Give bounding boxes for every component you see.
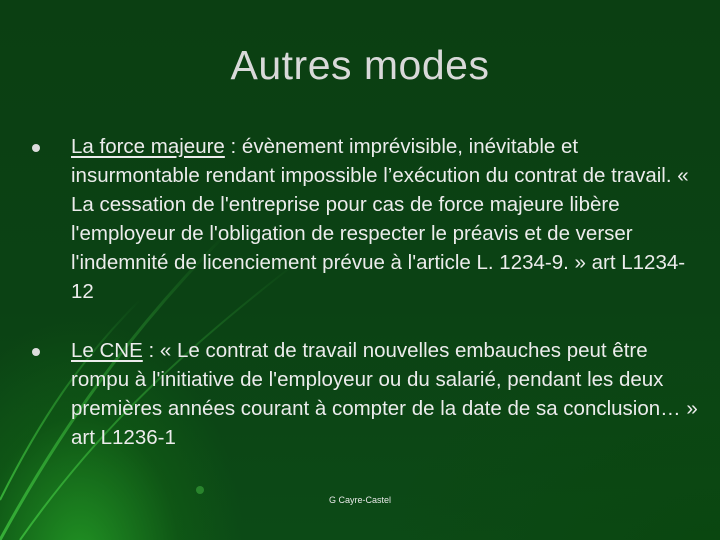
slide-title: Autres modes: [230, 42, 490, 88]
footer-author: G Cayre-Castel: [328, 495, 391, 505]
bullet-cne: [30, 336, 698, 452]
bullet-list: [30, 132, 698, 482]
bullet-text: : « Le contrat de travail nouvelles embauches peut être rompu à l'initiative de l'employeur ou du salarié, pendant les deux premières années courant à compter de la date de sa conclusion… » art L1236-1: [71, 339, 698, 449]
bullet-dot-icon: [32, 144, 40, 152]
bullet-term: Le CNE: [71, 339, 143, 362]
bullet-text: : évènement imprévisible, inévitable et insurmontable rendant impossible l’exécution du contrat de travail. « La cessation de l'entreprise pour cas de force majeure libère l'employeur de l'obligation de respecter le préavis et de verser l'indemnité de licenciement prévue à l'article L. 1234-9. » art L1234-12: [71, 135, 689, 303]
bullet-dot-icon: [32, 348, 40, 356]
bullet-force-majeure: [30, 132, 698, 306]
bullet-term: La force majeure: [71, 135, 225, 158]
